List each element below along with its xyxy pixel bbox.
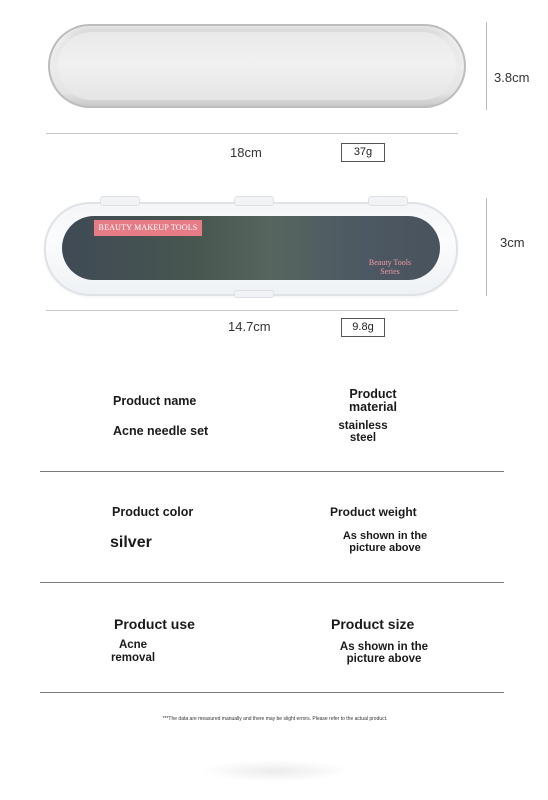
faded-image-strip (200, 760, 350, 782)
case-clip (100, 196, 140, 206)
metal-case-length: 18cm (230, 145, 262, 160)
product-name-value: Acne needle set (113, 424, 209, 438)
product-material-value: stainless steel (338, 420, 388, 444)
metal-case-height: 3.8cm (494, 70, 530, 85)
product-color-label: Product color (112, 505, 194, 519)
product-size-value: As shown in the picture above (339, 641, 429, 665)
product-material-label: Product material (349, 387, 397, 414)
plastic-case-length: 14.7cm (228, 319, 271, 334)
product-name-label: Product name (113, 394, 197, 408)
divider (40, 582, 504, 583)
plastic-case-weight: 9.8g (341, 318, 385, 337)
product-color-value: silver (110, 534, 152, 551)
metal-case-image (48, 24, 466, 108)
metal-case-weight: 37g (341, 143, 385, 162)
length-dimension-line (46, 133, 458, 134)
card-brand: Beauty Tools Series (368, 258, 412, 276)
case-clip (234, 290, 274, 298)
divider (40, 471, 504, 472)
plastic-case-height: 3cm (500, 235, 525, 250)
height-dimension-line (486, 22, 487, 110)
product-weight-label: Product weight (330, 505, 417, 519)
product-use-label: Product use (114, 616, 195, 632)
case-clip (234, 196, 274, 206)
product-use-value: Acne removal (110, 639, 156, 664)
case-clip (368, 196, 408, 206)
height-dimension-line (486, 198, 487, 296)
card-label: BEAUTY MAKEUP TOOLS (94, 220, 202, 236)
length-dimension-line (46, 310, 458, 311)
product-size-label: Product size (331, 616, 415, 632)
measurement-disclaimer: ***The data are measured manually and there may be slight errors. Please refer to the actual product. (162, 716, 388, 722)
divider (40, 692, 504, 693)
metal-case-lid (58, 32, 456, 100)
product-weight-value: As shown in the picture above (342, 530, 428, 554)
